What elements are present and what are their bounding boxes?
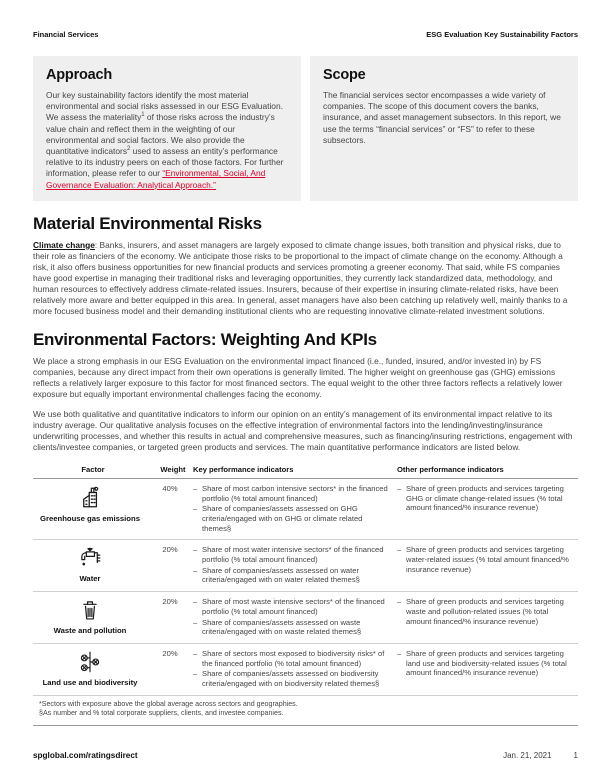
running-header [33,30,578,39]
approach-text-part: used to assess an entity’s performance relative to its industry peers on each of those factors. For further information, please refer to our [46,146,284,179]
footnote-section-sign: §As number and % total corporate suppliers, clients, and investee companies. [39,709,284,718]
analytical-approach-link[interactable]: “Environmental, Social, And Governance Evaluation: Analytical Approach.” [46,168,266,190]
factor-label: Waste and pollution [53,626,127,636]
table-footnotes [33,696,578,726]
col-header-kpi: Key performance indicators [193,462,397,479]
kpi-item: – Share of companies/assets assessed on water criteria/engaged with on water related themes§ [193,566,391,585]
approach-text [46,90,288,191]
env-factors-heading: Environmental Factors: Weighting And KPIs [33,329,377,349]
scope-title: Scope [323,67,366,83]
intro-boxes [33,56,578,201]
footnote-ref-1: 1 [141,112,145,119]
other-kpi-item: – Share of green products and services targeting land use and biodiversity-related issues (% total amount financed/% insurance revenue) [397,649,572,678]
col-header-factor: Factor [33,462,153,479]
footer-site-url[interactable]: spglobal.com/ratingsdirect [33,751,138,760]
weight-value: 20% [153,643,193,695]
other-kpi-item: – Share of green products and services targeting water-related issues (% total amount financed/% insurance revenue) [397,545,572,574]
kpi-item: – Share of companies/assets assessed on GHG criteria/engaged with on GHG or climate related themes§ [193,504,391,533]
col-header-other: Other performance indicators [397,462,578,479]
footnote-ref-2: 2 [127,146,131,153]
material-risks-heading: Material Environmental Risks [33,213,262,233]
header-right-label: ESG Evaluation Key Sustainability Factors [426,30,578,39]
weight-value: 20% [153,592,193,644]
other-kpi-item: – Share of green products and services targeting waste and pollution-related issues (% total amount financed/% insurance revenue) [397,597,572,626]
kpi-item: – Share of most carbon intensive sectors* in the financed portfolio (% total amount financed) [193,484,391,503]
table-row-waste [33,592,578,644]
page-footer [33,751,578,760]
footnote-asterisk: *Sectors with exposure above the global average across sectors and geographies. [39,699,298,708]
kpi-item: – Share of most waste intensive sectors* of the financed portfolio (% total amount financed) [193,597,391,616]
footer-page-number: 1 [573,751,578,760]
scope-box [310,56,578,201]
header-left-label: Financial Services [33,30,99,39]
climate-change-lead: Climate change [33,239,95,250]
trash-can-icon [77,597,103,623]
approach-text-part: Our key sustainability factors identify the most material environmental and social risks assessed in our ESG Evaluation. We assess the materiality [46,90,283,123]
env-factors-paragraph-2: We use both qualitative and quantitative indicators to inform our opinion on an entity’s management of its environmental impact relative to its industry average. Our qualitative analysis focuses on the effective integration of environmental factors into the lending/investing/insurance underwriting processes, and whether this results in actual and comprehensive measures, such as financing/insuring restrictions, engagement with clients/investee companies, or targeted green products and services. The main quantitative performance indicators are listed below. [33,408,573,452]
table-row-water [33,540,578,592]
climate-change-paragraph [33,240,578,317]
factory-icon [77,484,104,511]
other-kpi-item: – Share of green products and services targeting GHG or climate change-related issues (% total amount financed/% insurance revenue) [397,484,572,513]
water-faucet-icon [77,545,103,571]
table-row-biodiversity [33,643,578,695]
kpi-item: – Share of companies/assets assessed on biodiversity criteria/engaged with on biodiversity related themes§ [193,669,391,688]
climate-change-text: : Banks, insurers, and asset managers are largely exposed to climate change issues, both transition and physical risks, due to their role as financiers of the economy. We anticipate those risks to be proportional to the impact of climate change on the economy. Although a risk, it also offers business opportunities for new financial products and services promoting a greener economy. That said, while FS companies have good expertise in managing their traditional risks and leveraging opportunities, they currently lack standardized data, methodology, and human resources to effectively address climate-related issues. Insurers, because of their expertise in insuring climate-related risks, have been relatively more aware and better equipped in this area. In general, asset managers have also been catching up relatively well, mainly thanks to a more focused business model and their demanding institutional clients who are requesting innovative climate-related investment solutions. [33,239,568,316]
col-header-weight: Weight [153,462,193,479]
kpi-table [33,462,578,696]
scope-text: The financial services sector encompasses a wide variety of companies. The scope of this document covers the banks, insurance, and asset management subsectors. In this report, we use the terms “financial services” or “FS” to refer to these subsectors. [323,90,561,145]
branch-leaves-icon [77,649,103,675]
table-row-ghg [33,478,578,540]
weight-value: 20% [153,540,193,592]
factor-label: Greenhouse gas emissions [40,513,140,523]
approach-title: Approach [46,67,113,83]
kpi-item: – Share of most water intensive sectors* of the financed portfolio (% total amount financed) [193,545,391,564]
weight-value: 40% [153,478,193,540]
kpi-table-header-row [33,462,578,479]
factor-label: Land use and biodiversity [42,677,138,687]
kpi-item: – Share of companies/assets assessed on waste criteria/engaged with on waste related themes§ [193,618,391,637]
approach-box [33,56,301,201]
env-factors-paragraph-1: We place a strong emphasis in our ESG Evaluation on the environmental impact financed (i.e., funded, insured, and/or invested in) by FS companies, because any direct impact from their own operations is generally limited. The higher weight on greenhouse gas (GHG) emissions reflects a relatively larger exposure to this factor for most financed sectors. The equal weight to the other three factors reflects a relatively lower exposure but equally important environmental challenges facing the economy. [33,355,563,399]
kpi-item: – Share of sectors most exposed to biodiversity risks* of the financed portfolio (% total amount financed) [193,649,391,668]
footer-date: Jan. 21, 2021 [503,751,552,760]
approach-text-part: of those risks across the industry’s value chain and reflect them in the weighting of our environmental and social factors. We also provide the quantitative indicators [46,112,275,157]
factor-label: Water [79,574,101,584]
